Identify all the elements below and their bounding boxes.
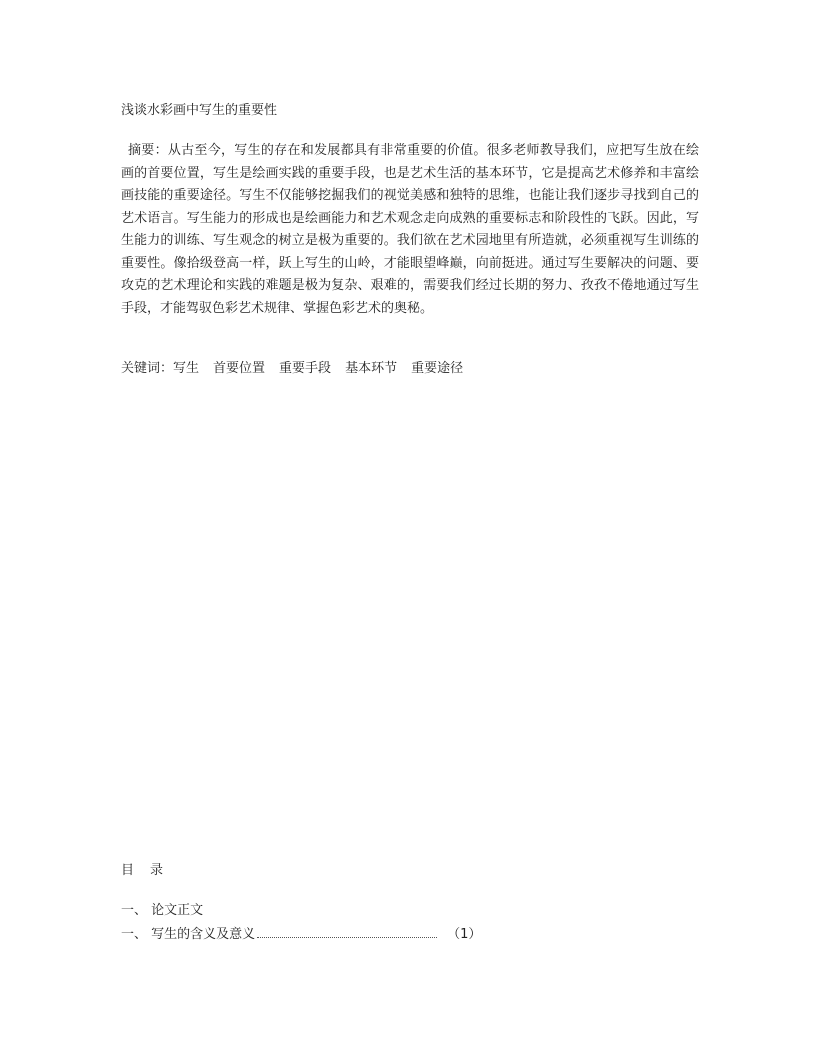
keyword-item: 重要途径	[411, 361, 464, 376]
document-title: 浅谈水彩画中写生的重要性	[121, 103, 278, 118]
keywords-line	[121, 357, 463, 376]
keyword-item: 重要手段	[279, 361, 332, 376]
toc-entry-page: （1）	[447, 927, 482, 942]
abstract-paragraph: 摘要：从古至今，写生的存在和发展都具有非常重要的价值。很多老师教导我们，应把写生放在绘画的首要位置，写生是绘画实践的重要手段，也是艺术生活的基本环节，它是提高艺术修养和丰富绘画技能的重要途径。写生不仅能够挖掘我们的视觉美感和独特的思维，也能让我们逐步寻找到自己的艺术语言。写生能力的形成也是绘画能力和艺术观念走向成熟的重要标志和阶段性的飞跃。因此，写生能力的训练、写生观念的树立是极为重要的。我们欲在艺术园地里有所造就，必须重视写生训练的重要性。像拾级登高一样，跃上写生的山岭，才能眼望峰巅，向前挺进。通过写生要解决的问题、要攻克的艺术理论和实践的难题是极为复杂、艰难的，需要我们经过长期的努力、孜孜不倦地通过写生手段，才能驾驭色彩艺术规律、掌握色彩艺术的奥秘。	[121, 143, 699, 316]
keywords-label: 关键词：	[121, 361, 174, 376]
toc-entry[interactable]	[121, 923, 481, 942]
keyword-item: 首要位置	[213, 361, 266, 376]
keyword-item: 写生	[173, 361, 200, 376]
keyword-item: 基本环节	[345, 361, 398, 376]
toc-title: 目录	[121, 863, 180, 878]
toc-leader-dots	[257, 927, 437, 938]
toc-section-heading: 一、 论文正文	[121, 903, 204, 918]
toc-entry-label: 一、 写生的含义及意义	[121, 927, 256, 942]
